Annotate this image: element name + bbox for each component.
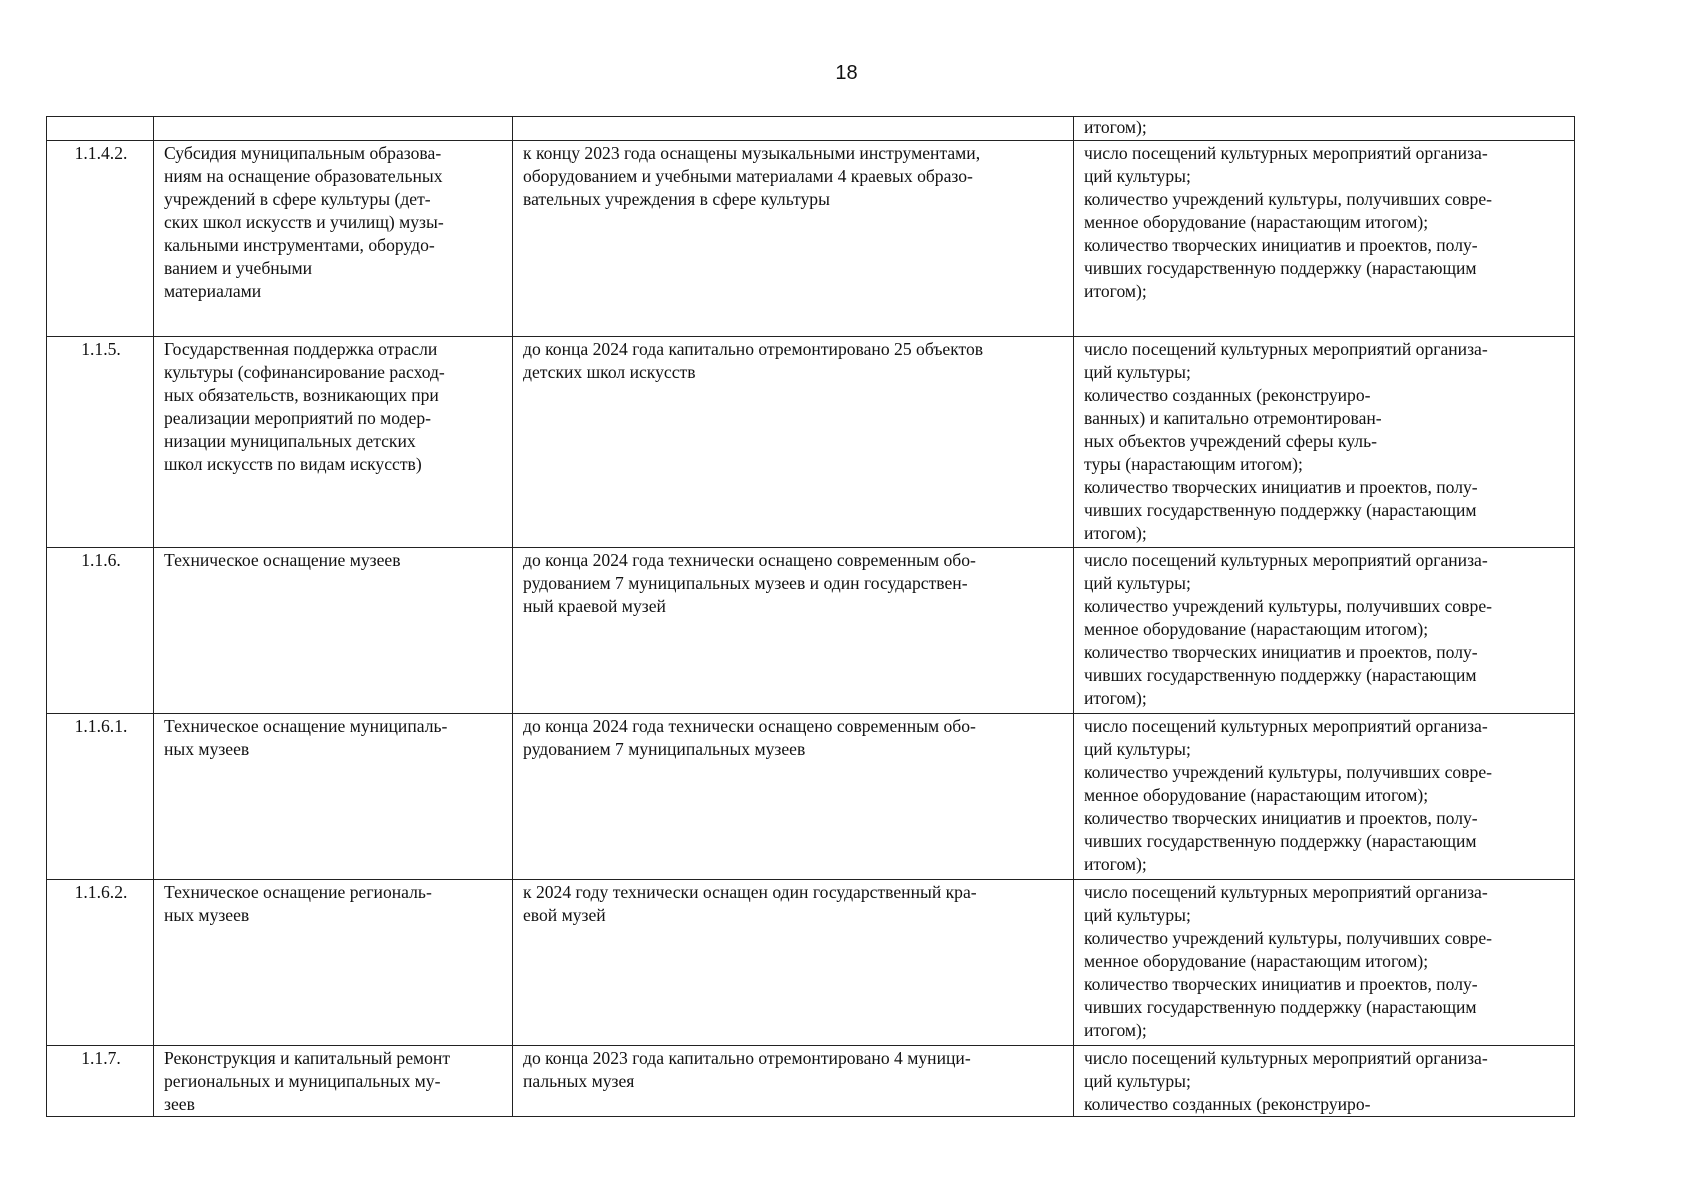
indicator-line: количество созданных (реконструиро- (1084, 1094, 1371, 1114)
indicator-line: чивших государственную поддержку (нарастающим (1084, 831, 1477, 851)
indicator-line: число посещений культурных мероприятий организа- (1084, 716, 1488, 736)
expected-result-line: евой музей (523, 905, 606, 925)
indicator-line: количество творческих инициатив и проектов, полу- (1084, 974, 1478, 994)
expected-result-line: к концу 2023 года оснащены музыкальными инструментами, (523, 143, 981, 163)
measure-name-line: Техническое оснащение музеев (164, 550, 401, 570)
expected-result-line: до конца 2024 года капитально отремонтировано 25 объектов (523, 339, 984, 359)
indicator-line: менное оборудование (нарастающим итогом); (1084, 619, 1429, 639)
measure-name-cell (154, 880, 513, 1046)
indicator-line: ций культуры; (1084, 739, 1191, 759)
measure-number-cell (47, 337, 154, 548)
measure-name-line: Техническое оснащение региональ- (164, 882, 432, 902)
measure-name-line: Реконструкция и капитальный ремонт (164, 1048, 451, 1068)
indicator-line: туры (нарастающим итогом); (1084, 454, 1303, 474)
measure-name-line: ванием и учебными (164, 258, 313, 278)
indicator-cell (1074, 337, 1575, 548)
measures-table (46, 116, 1575, 1117)
measure-name-line: ных музеев (164, 739, 250, 759)
measure-number: 1.1.6.1. (74, 716, 128, 736)
indicator-line: число посещений культурных мероприятий организа- (1084, 1048, 1488, 1068)
indicator-line: ций культуры; (1084, 573, 1191, 593)
indicator-line: чивших государственную поддержку (нарастающим (1084, 258, 1477, 278)
measure-number-cell (47, 141, 154, 337)
indicator-line: итогом); (1084, 688, 1147, 708)
indicator-line: чивших государственную поддержку (нарастающим (1084, 997, 1477, 1017)
indicator-line: количество творческих инициатив и проектов, полу- (1084, 477, 1478, 497)
measure-name-cell (154, 141, 513, 337)
measure-name-line: реализации мероприятий по модер- (164, 408, 432, 428)
indicator-line: число посещений культурных мероприятий организа- (1084, 882, 1488, 902)
indicator-cell (1074, 117, 1575, 141)
table-row (47, 714, 1575, 880)
indicator-line: количество творческих инициатив и проектов, полу- (1084, 235, 1478, 255)
measure-name-line: Субсидия муниципальным образова- (164, 143, 442, 163)
measure-name-line: кальными инструментами, оборудо- (164, 235, 435, 255)
measure-name-line: зеев (164, 1094, 195, 1114)
expected-result-line: к 2024 году технически оснащен один государственный кра- (523, 882, 977, 902)
measure-name-cell (154, 548, 513, 714)
expected-result-line: пальных музея (523, 1071, 635, 1091)
measure-name-cell (154, 1046, 513, 1117)
measure-number-cell (47, 880, 154, 1046)
expected-result-line: до конца 2024 года технически оснащено современным обо- (523, 716, 976, 736)
measure-name-line: школ искусств по видам искусств) (164, 454, 422, 474)
expected-result-line: детских школ искусств (523, 362, 696, 382)
indicator-cell (1074, 548, 1575, 714)
indicator-line: количество созданных (реконструиро- (1084, 385, 1371, 405)
indicator-cell (1074, 880, 1575, 1046)
measure-number-cell (47, 117, 154, 141)
indicator-line: менное оборудование (нарастающим итогом); (1084, 212, 1429, 232)
measure-name-line: ниям на оснащение образовательных (164, 166, 443, 186)
indicator-line: количество учреждений культуры, получивших совре- (1084, 189, 1492, 209)
page-number: 18 (835, 62, 858, 84)
measure-name-line: низации муниципальных детских (164, 431, 416, 451)
measure-name-line: региональных и муниципальных му- (164, 1071, 441, 1091)
indicator-line: ных объектов учреждений сферы куль- (1084, 431, 1377, 451)
measure-number: 1.1.7. (81, 1048, 121, 1068)
measure-number-cell (47, 714, 154, 880)
indicator-line: менное оборудование (нарастающим итогом); (1084, 951, 1429, 971)
expected-result-line: рудованием 7 муниципальных музеев (523, 739, 806, 759)
indicator-line: чивших государственную поддержку (нарастающим (1084, 500, 1477, 520)
table-row (47, 141, 1575, 337)
expected-result-cell (513, 714, 1074, 880)
measure-name-line: ных музеев (164, 905, 250, 925)
expected-result-cell (513, 1046, 1074, 1117)
measure-name-cell (154, 117, 513, 141)
measure-number: 1.1.6.2. (74, 882, 128, 902)
measure-name-line: ских школ искусств и училищ) музы- (164, 212, 444, 232)
measure-name-line: учреждений в сфере культуры (дет- (164, 189, 431, 209)
indicator-line: количество учреждений культуры, получивших совре- (1084, 928, 1492, 948)
expected-result-line: рудованием 7 муниципальных музеев и один государствен- (523, 573, 968, 593)
expected-result-cell (513, 337, 1074, 548)
indicator-line: итогом); (1084, 117, 1147, 137)
measure-number: 1.1.4.2. (74, 143, 128, 163)
measure-name-line: материалами (164, 281, 262, 301)
expected-result-cell (513, 141, 1074, 337)
measure-number: 1.1.6. (81, 550, 121, 570)
expected-result-line: оборудованием и учебными материалами 4 краевых образо- (523, 166, 973, 186)
measure-name-cell (154, 337, 513, 548)
indicator-line: итогом); (1084, 1020, 1147, 1040)
indicator-line: количество учреждений культуры, получивших совре- (1084, 762, 1492, 782)
indicator-line: итогом); (1084, 854, 1147, 874)
table-row (47, 1046, 1575, 1117)
measure-number: 1.1.5. (81, 339, 121, 359)
indicator-line: итогом); (1084, 523, 1147, 543)
expected-result-cell (513, 880, 1074, 1046)
indicator-line: чивших государственную поддержку (нарастающим (1084, 665, 1477, 685)
indicator-line: ций культуры; (1084, 166, 1191, 186)
indicator-line: ций культуры; (1084, 362, 1191, 382)
table-row (47, 880, 1575, 1046)
indicator-line: число посещений культурных мероприятий организа- (1084, 143, 1488, 163)
indicator-line: итогом); (1084, 281, 1147, 301)
indicator-line: ванных) и капитально отремонтирован- (1084, 408, 1382, 428)
measure-number-cell (47, 548, 154, 714)
measure-name-line: Государственная поддержка отрасли (164, 339, 438, 359)
expected-result-line: до конца 2024 года технически оснащено современным обо- (523, 550, 976, 570)
table-row (47, 548, 1575, 714)
measure-number-cell (47, 1046, 154, 1117)
expected-result-line: до конца 2023 года капитально отремонтировано 4 муници- (523, 1048, 971, 1068)
measure-name-line: культуры (софинансирование расход- (164, 362, 445, 382)
expected-result-cell (513, 117, 1074, 141)
indicator-cell (1074, 1046, 1575, 1117)
indicator-line: ций культуры; (1084, 905, 1191, 925)
indicator-line: менное оборудование (нарастающим итогом); (1084, 785, 1429, 805)
measure-name-line: ных обязательств, возникающих при (164, 385, 439, 405)
measure-name-cell (154, 714, 513, 880)
indicator-line: число посещений культурных мероприятий организа- (1084, 339, 1488, 359)
indicator-line: количество творческих инициатив и проектов, полу- (1084, 642, 1478, 662)
expected-result-cell (513, 548, 1074, 714)
indicator-line: количество учреждений культуры, получивших совре- (1084, 596, 1492, 616)
indicator-line: количество творческих инициатив и проектов, полу- (1084, 808, 1478, 828)
table-row (47, 337, 1575, 548)
indicator-line: число посещений культурных мероприятий организа- (1084, 550, 1488, 570)
expected-result-line: ный краевой музей (523, 596, 666, 616)
indicator-cell (1074, 141, 1575, 337)
measure-name-line: Техническое оснащение муниципаль- (164, 716, 448, 736)
indicator-line: ций культуры; (1084, 1071, 1191, 1091)
indicator-cell (1074, 714, 1575, 880)
table-row (47, 117, 1575, 141)
expected-result-line: вательных учреждения в сфере культуры (523, 189, 830, 209)
